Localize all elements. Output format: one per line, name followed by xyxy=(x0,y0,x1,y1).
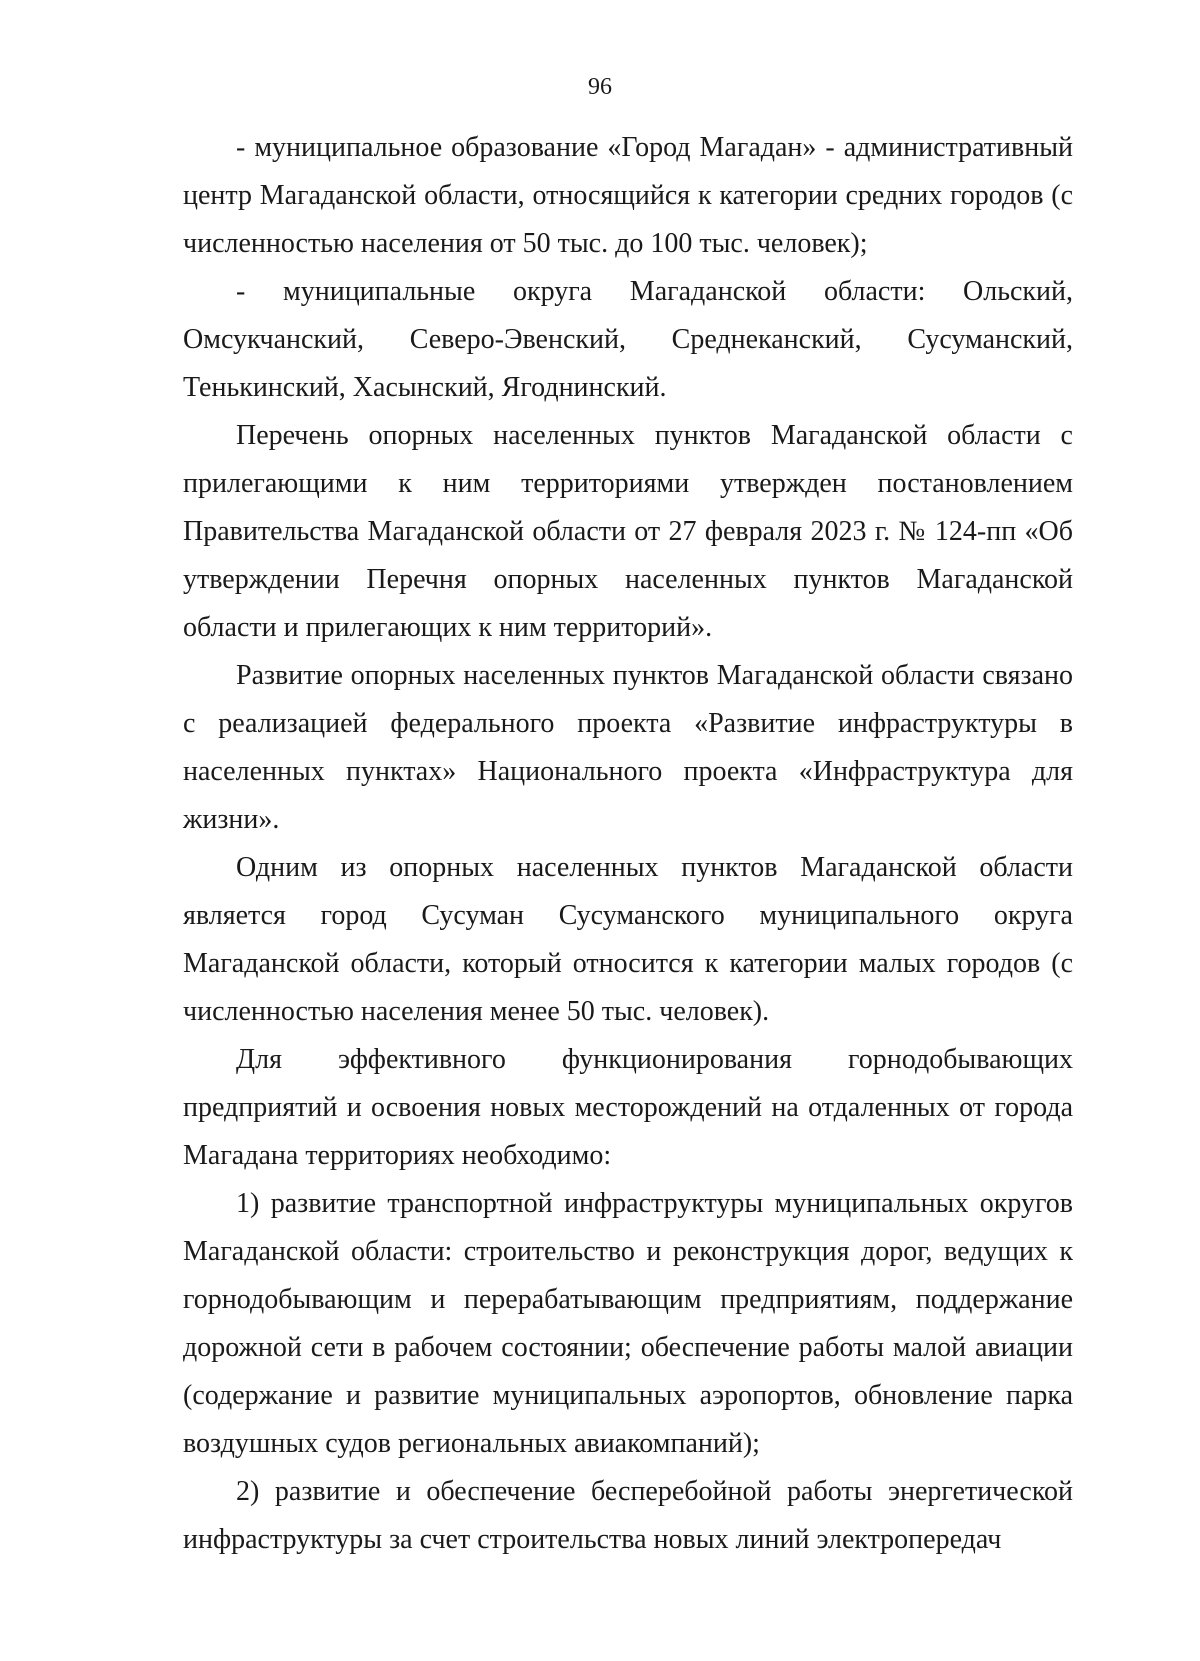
page-number: 96 xyxy=(588,74,612,100)
paragraph-energy-infrastructure: 2) развитие и обеспечение бесперебойной работы энергетической инфраструктуры за счет строительства новых линий электропередач xyxy=(183,1476,1073,1555)
document-body xyxy=(183,124,1073,1564)
paragraph-municipal-districts: - муниципальные округа Магаданской области: Ольский, Омсукчанский, Северо-Эвенский, Среднеканский, Сусуманский, Тенькинский, Хасынский, Ягоднинский. xyxy=(183,276,1073,403)
paragraph-transport-infrastructure: 1) развитие транспортной инфраструктуры муниципальных округов Магаданской области: строительство и реконструкция дорог, ведущих к горнодобывающим и перерабатывающим предприятиям, поддержание дорожной сети в рабочем состоянии; обеспечение работы малой авиации (содержание и развитие муниципальных аэропортов, обновление парка воздушных судов региональных авиакомпаний); xyxy=(183,1188,1073,1459)
paragraph-development-project: Развитие опорных населенных пунктов Магаданской области связано с реализацией федерального проекта «Развитие инфраструктуры в населенных пунктах» Национального проекта «Инфраструктура для жизни». xyxy=(183,660,1073,835)
paragraph-settlements-list: Перечень опорных населенных пунктов Магаданской области с прилегающими к ним территориями утвержден постановлением Правительства Магаданской области от 27 февраля 2023 г. № 124-пп «Об утверждении Перечня опорных населенных пунктов Магаданской области и прилегающих к ним территорий». xyxy=(183,420,1073,643)
paragraph-city-magadan: - муниципальное образование «Город Магадан» - административный центр Магаданской области, относящийся к категории средних городов (с численностью населения от 50 тыс. до 100 тыс. человек); xyxy=(183,132,1073,259)
paragraph-mining-needs: Для эффективного функционирования горнодобывающих предприятий и освоения новых месторождений на отдаленных от города Магадана территориях необходимо: xyxy=(183,1044,1073,1171)
paragraph-susuman: Одним из опорных населенных пунктов Магаданской области является город Сусуман Сусуманского муниципального округа Магаданской области, который относится к категории малых городов (с численностью населения менее 50 тыс. человек). xyxy=(183,852,1073,1027)
